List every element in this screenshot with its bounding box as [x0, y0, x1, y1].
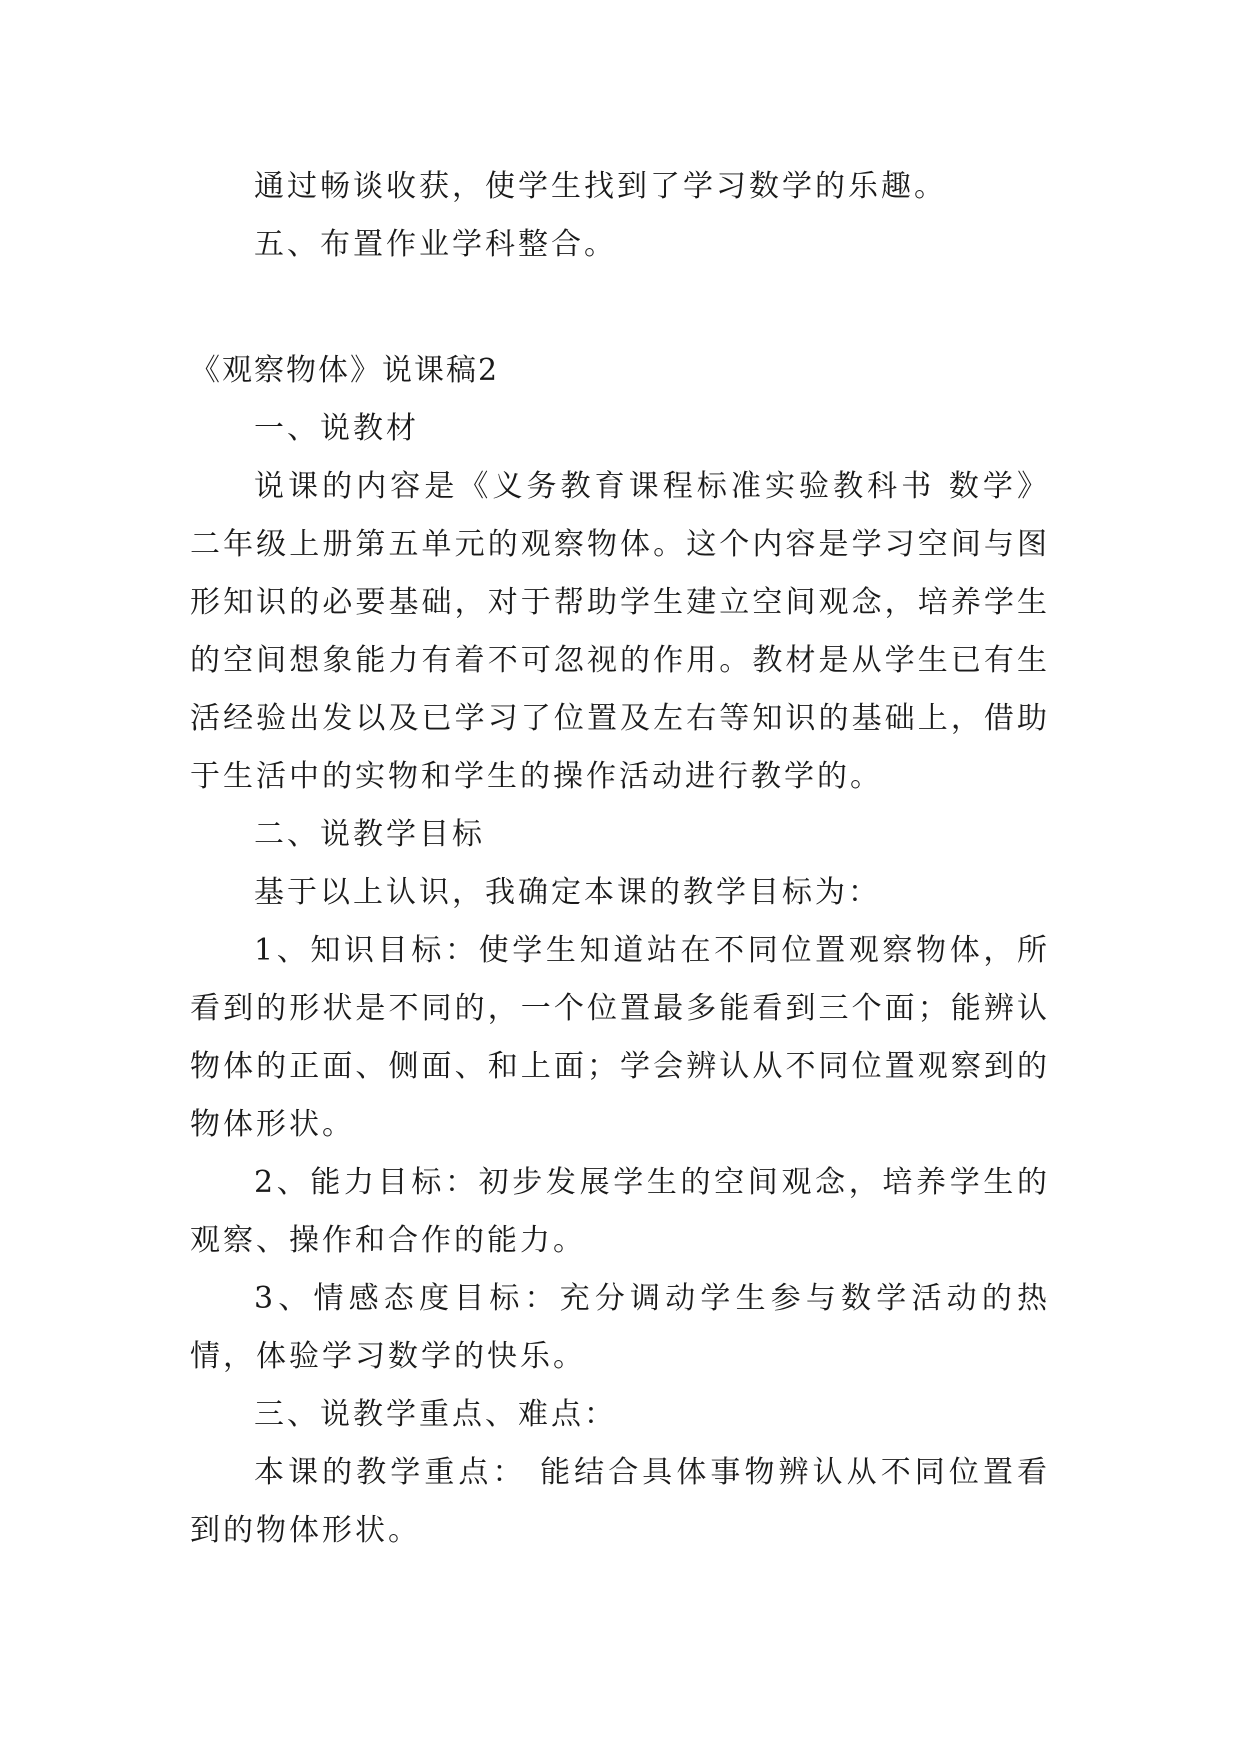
paragraph-harvest-summary: 通过畅谈收获，使学生找到了学习数学的乐趣。: [254, 169, 947, 204]
heading-teaching-goals: 二、说教学目标: [254, 817, 485, 852]
heading-textbook: 一、说教材: [254, 411, 419, 446]
paragraph-knowledge-goal: 1、知识目标：使学生知道站在不同位置观察物体，所看到的形状是不同的，一个位置最多能看到三个面；能辨认物体的正面、侧面、和上面；学会辨认从不同位置观察到的物体形状。: [190, 933, 1050, 1142]
heading-key-points: 三、说教学重点、难点：: [254, 1397, 617, 1432]
paragraph-ability-goal: 2、能力目标：初步发展学生的空间观念，培养学生的观察、操作和合作的能力。: [190, 1165, 1050, 1258]
paragraph-key-point: 本课的教学重点： 能结合具体事物辨认从不同位置看到的物体形状。: [190, 1455, 1050, 1548]
paragraph-emotion-goal: 3、情感态度目标：充分调动学生参与数学活动的热情，体验学习数学的快乐。: [190, 1281, 1050, 1374]
paragraph-goals-intro: 基于以上认识，我确定本课的教学目标为：: [254, 875, 881, 910]
paragraph-homework-heading: 五、布置作业学科整合。: [254, 227, 617, 262]
paragraph-textbook-content: 说课的内容是《义务教育课程标准实验教科书 数学》二年级上册第五单元的观察物体。这个内容是学习空间与图形知识的必要基础，对于帮助学生建立空间观念，培养学生的空间想象能力有着不可忽视的作用。教材是从学生已有生活经验出发以及已学习了位置及左右等知识的基础上，借助于生活中的实物和学生的操作活动进行教学的。: [190, 469, 1050, 794]
section-title: 《观察物体》说课稿2: [190, 353, 500, 388]
document-body: [190, 158, 1050, 1560]
